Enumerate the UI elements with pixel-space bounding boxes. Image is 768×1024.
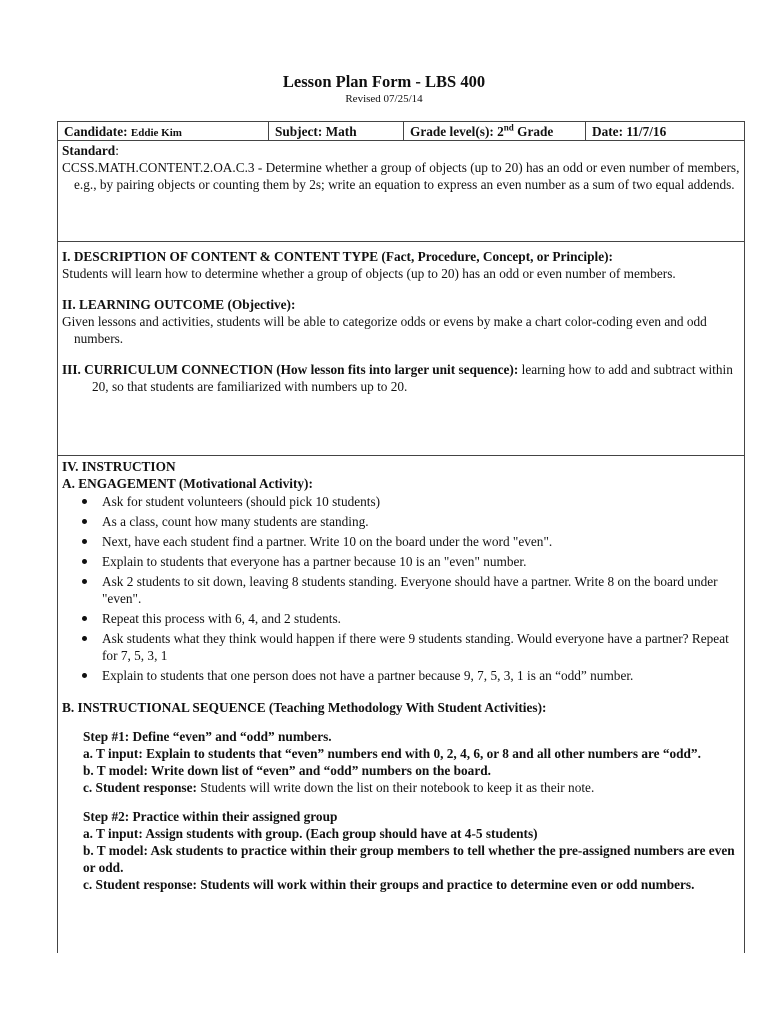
list-item: Explain to students that everyone has a partner because 10 is an "even" number. bbox=[62, 553, 740, 570]
list-item: Repeat this process with 6, 4, and 2 students. bbox=[62, 610, 740, 627]
grade-cell bbox=[404, 122, 586, 140]
standard-colon: : bbox=[115, 143, 119, 158]
sequence-heading: B. INSTRUCTIONAL SEQUENCE (Teaching Methodology With Student Activities): bbox=[62, 700, 547, 715]
bullet-icon bbox=[82, 539, 87, 544]
bullet-icon bbox=[82, 673, 87, 678]
bullet-icon bbox=[82, 636, 87, 641]
outcome-text: Given lessons and activities, students will be able to categorize odds or evens by make a chart color-coding even and odd numbers. bbox=[62, 314, 707, 346]
bullet-icon bbox=[82, 579, 87, 584]
lesson-plan-form bbox=[57, 121, 745, 953]
candidate-cell bbox=[58, 122, 269, 140]
revision-date: Revised 07/25/14 bbox=[345, 93, 423, 105]
standard-text: CCSS.MATH.CONTENT.2.OA.C.3 - Determine whether a group of objects (up to 20) has an odd or even number of members, e.g., by pairing objects or counting them by 2s; write an equation to express an even number as a sum of two equal addends. bbox=[62, 160, 740, 192]
curriculum-text: learning how to add and subtract within 20, so that students are familiarized with numbers up to 20. bbox=[92, 362, 733, 394]
step2-input: a. T input: Assign students with group. (Each group should have at 4-5 students) bbox=[83, 826, 538, 841]
list-item: Explain to students that one person does not have a partner because 9, 7, 5, 3, 1 is an “odd” number. bbox=[62, 667, 740, 684]
list-item: Next, have each student find a partner. Write 10 on the board under the word "even". bbox=[62, 533, 740, 550]
step1-response: c. Student response: Students will write down the list on their notebook to keep it as their note. bbox=[83, 780, 595, 795]
step2-model: b. T model: Ask students to practice within their group members to tell whether the pre-assigned numbers are even or odd. bbox=[83, 843, 735, 875]
bullet-icon bbox=[82, 499, 87, 504]
candidate-name: Eddie Kim bbox=[130, 127, 182, 139]
grade-suffix: Grade bbox=[513, 124, 554, 139]
date-cell: Date: 11/7/16 bbox=[592, 124, 667, 139]
step1-model: b. T model: Write down list of “even” and “odd” numbers on the board. bbox=[83, 763, 491, 778]
outcome-heading: II. LEARNING OUTCOME (Objective): bbox=[62, 297, 296, 312]
engagement-heading: A. ENGAGEMENT (Motivational Activity): bbox=[62, 476, 313, 491]
instruction-heading: IV. INSTRUCTION bbox=[62, 459, 176, 474]
step2-title: Step #2: Practice within their assigned group bbox=[83, 809, 338, 824]
curriculum-paragraph bbox=[62, 361, 740, 395]
list-item: As a class, count how many students are standing. bbox=[62, 513, 740, 530]
step1-title: Step #1: Define “even” and “odd” numbers. bbox=[83, 729, 332, 744]
list-item: Ask for student volunteers (should pick 10 students) bbox=[62, 493, 740, 510]
grade-prefix: Grade level(s): 2 bbox=[410, 124, 504, 139]
bullet-icon bbox=[82, 519, 87, 524]
form-header-row bbox=[58, 122, 744, 141]
curriculum-heading: III. CURRICULUM CONNECTION (How lesson fits into larger unit sequence): bbox=[62, 362, 519, 377]
engagement-list bbox=[62, 493, 740, 684]
description-heading: I. DESCRIPTION OF CONTENT & CONTENT TYPE (Fact, Procedure, Concept, or Principle): bbox=[62, 249, 613, 264]
step1-input: a. T input: Explain to students that “even” numbers end with 0, 2, 4, 6, or 8 and all other numbers are “odd”. bbox=[83, 746, 701, 761]
instruction-section bbox=[58, 456, 744, 894]
bullet-icon bbox=[82, 616, 87, 621]
standard-label: Standard bbox=[62, 143, 116, 158]
subject-cell: Subject: Math bbox=[269, 122, 404, 140]
content-section bbox=[58, 242, 744, 456]
document-title: Lesson Plan Form - LBS 400 bbox=[282, 72, 486, 91]
step2-response: c. Student response: Students will work within their groups and practice to determine even or odd numbers. bbox=[83, 877, 695, 892]
description-text: Students will learn how to determine whether a group of objects (up to 20) has an odd or even number of members. bbox=[62, 266, 676, 281]
standard-section bbox=[58, 141, 744, 242]
grade-superscript: nd bbox=[503, 122, 514, 133]
candidate-label: Candidate: bbox=[64, 124, 128, 139]
list-item: Ask students what they think would happen if there were 9 students standing. Would everyone have a partner? Repeat for 7, 5, 3, 1 bbox=[62, 630, 740, 664]
list-item: Ask 2 students to sit down, leaving 8 students standing. Everyone should have a partner. Write 8 on the board under "even". bbox=[62, 573, 740, 607]
bullet-icon bbox=[82, 559, 87, 564]
